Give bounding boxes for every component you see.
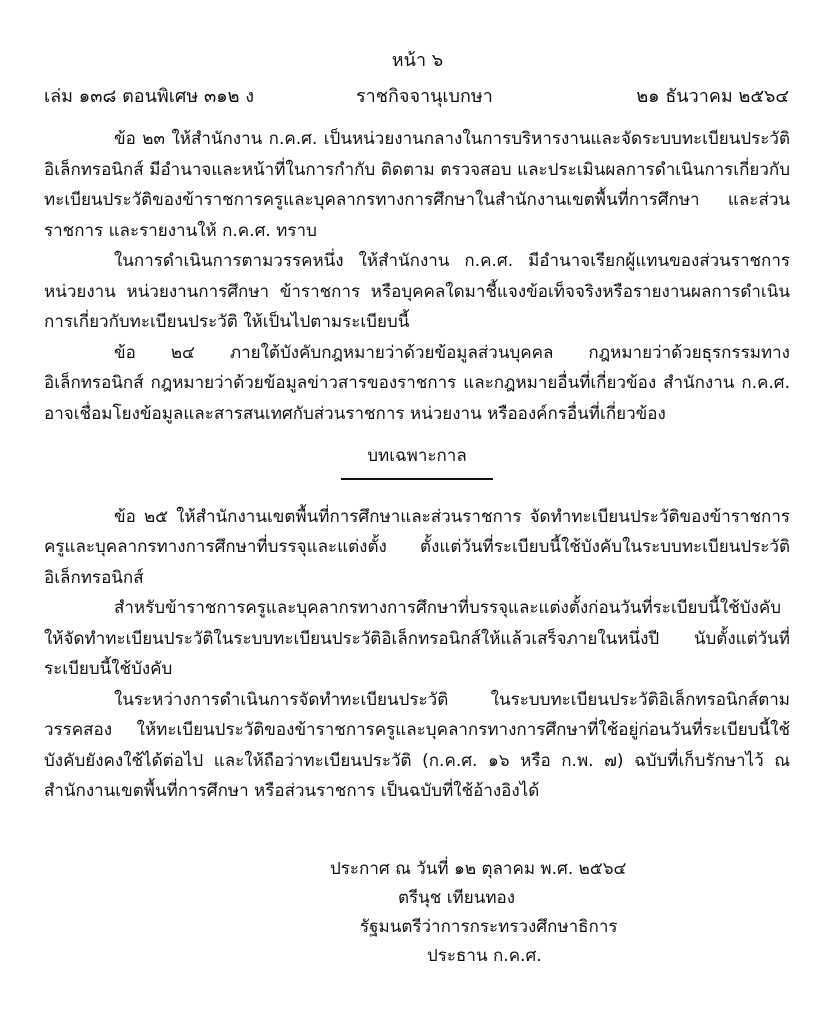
section-divider — [341, 478, 493, 480]
announcement-date: ประกาศ ณ วันที่ ๑๒ ตุลาคม พ.ศ. ๒๕๖๔ — [330, 859, 627, 879]
signatory-position: รัฐมนตรีว่าการกระทรวงศึกษาธิการ — [360, 917, 618, 937]
publication-name: ราชกิจจานุเบกษา — [356, 86, 493, 107]
clause-25-paragraph-3: ในระหว่างการดำเนินการจัดทำทะเบียนประวัติ ในระบบทะเบียนประวัติอิเล็กทรอนิกส์ตามวรรคสอง ให้ทะเบียนประวัติของข้าราชการครูและบุคลากรทางการศึกษาที่ใช้อยู่ก่อนวันที่ระเบียบนี้ใช้บังคับยังคงใช้ได้ต่อไป และให้ถือว่าทะเบียนประวัติ (ก.ค.ศ. ๑๖ หรือ ก.พ. ๗) ฉบับที่เก็บรักษาไว้ ณ สำนักงานเขตพื้นที่การศึกษา หรือส่วนราชการ เป็นฉบับที่ใช้อ้างอิงได้ — [44, 689, 790, 801]
clause-25-paragraph-1: ข้อ ๒๕ ให้สำนักงานเขตพื้นที่การศึกษาและส่วนราชการ จัดทำทะเบียนประวัติของข้าราชการครูและบุคลากรทางการศึกษาที่บรรจุและแต่งตั้ง ตั้งแต่วันที่ระเบียบนี้ใช้บังคับในระบบทะเบียนประวัติอิเล็กทรอนิกส์ — [44, 506, 790, 588]
signatory-chair-title: ประธาน ก.ค.ศ. — [427, 946, 542, 966]
signatory-name: ตรีนุช เทียนทอง — [398, 888, 516, 908]
clause-24-paragraph: ข้อ ๒๔ ภายใต้บังคับกฎหมายว่าด้วยข้อมูลส่วนบุคคล กฎหมายว่าด้วยธุรกรรมทางอิเล็กทรอนิกส์ กฎหมายว่าด้วยข้อมูลข่าวสารของราชการ และกฎหมายอื่นที่เกี่ยวข้อง สำนักงาน ก.ค.ศ. อาจเชื่อมโยงข้อมูลและสารสนเทศกับส่วนราชการ หน่วยงาน หรือองค์กรอื่นที่เกี่ยวข้อง — [44, 342, 790, 424]
signature-block — [330, 855, 730, 971]
clause-25-paragraph-2: สำหรับข้าราชการครูและบุคลากรทางการศึกษาที่บรรจุและแต่งตั้งก่อนวันที่ระเบียบนี้ใช้บังคับ ให้จัดทำทะเบียนประวัติในระบบทะเบียนประวัติอิเล็กทรอนิกส์ให้แล้วเสร็จภายในหนึ่งปี นับตั้งแต่วันที่ระเบียบนี้ใช้บังคับ — [44, 598, 790, 679]
clause-23-paragraph-2: ในการดำเนินการตามวรรคหนึ่ง ให้สำนักงาน ก.ค.ศ. มีอำนาจเรียกผู้แทนของส่วนราชการ หน่วยงาน หน่วยงานการศึกษา ข้าราชการ หรือบุคคลใดมาชี้แจงข้อเท็จจริงหรือรายงานผลการดำเนินการเกี่ยวกับทะเบียนประวัติ ให้เป็นไปตามระเบียบนี้ — [44, 251, 790, 332]
document-body — [44, 124, 790, 807]
publication-date: ๒๑ ธันวาคม ๒๕๖๔ — [636, 86, 789, 107]
transitional-provisions-title: บทเฉพาะกาล — [367, 446, 467, 466]
volume-issue: เล่ม ๑๓๘ ตอนพิเศษ ๓๑๒ ง — [44, 86, 255, 107]
gazette-header — [44, 84, 789, 110]
clause-23-paragraph-1: ข้อ ๒๓ ให้สำนักงาน ก.ค.ศ. เป็นหน่วยงานกลางในการบริหารงานและจัดระบบทะเบียนประวัติอิเล็กทรอนิกส์ มีอำนาจและหน้าที่ในการกำกับ ติดตาม ตรวจสอบ และประเมินผลการดำเนินการเกี่ยวกับทะเบียนประวัติของข้าราชการครูและบุคลากรทางการศึกษาในสำนักงานเขตพื้นที่การศึกษา และส่วนราชการ และรายงานให้ ก.ค.ศ. ทราบ — [44, 129, 790, 241]
page-number: หน้า ๖ — [391, 50, 444, 71]
